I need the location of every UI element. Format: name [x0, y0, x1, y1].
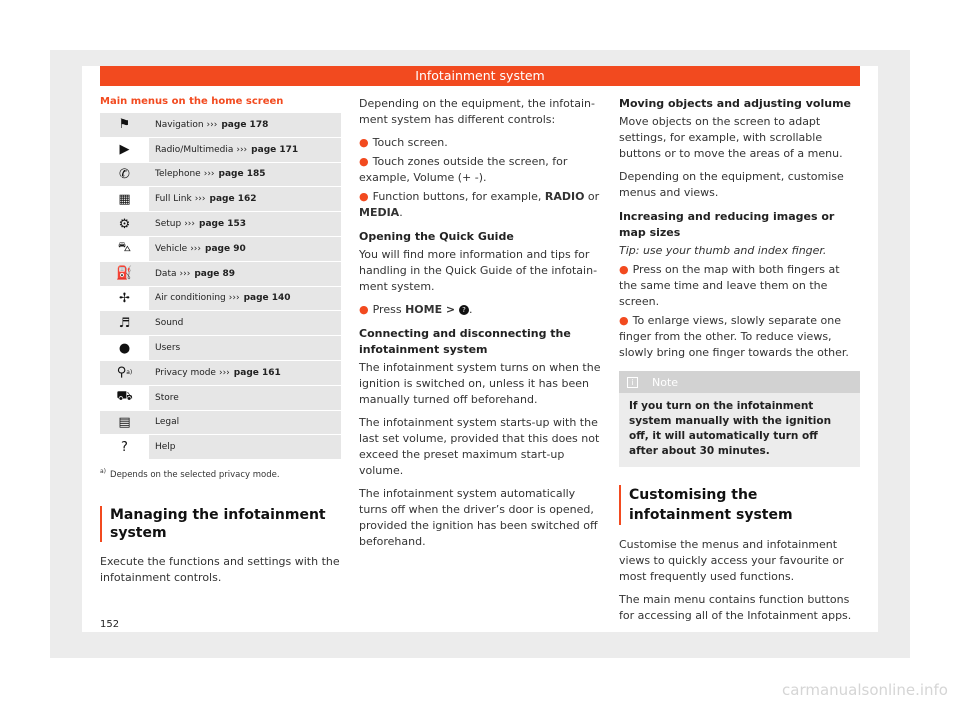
menu-row [100, 262, 341, 287]
connect-text-2: The infotainment system starts-up with the last set volume, provided that this does not exceed the preset maximum start-up volume. [359, 416, 600, 477]
managing-title: Managing the infotainment system [100, 506, 341, 542]
footnote-ref: a) [126, 369, 133, 377]
menu-label: Help [149, 435, 341, 459]
column-middle [359, 96, 601, 557]
page-reference: page 140 [243, 293, 291, 304]
menu-row [100, 212, 341, 237]
press-home-item: ● Press HOME > ? . [359, 303, 473, 316]
privacy-icon: ⚲ a) [100, 361, 149, 385]
menu-row [100, 336, 341, 361]
quick-guide-title: Opening the Quick Guide [359, 230, 514, 243]
fan-icon: ✢ [100, 287, 149, 311]
flag-icon: ⚑ [100, 113, 149, 137]
menus-title: Main menus on the home screen [100, 96, 284, 107]
page-reference: page 171 [251, 144, 299, 155]
page-reference: page 89 [194, 268, 236, 279]
bullet-item: ● To enlarge views, slowly separate one finger from the other. To reduce views, slowly bring one finger towards the other. [619, 314, 849, 359]
menu-row [100, 187, 341, 212]
help-icon: ? [100, 435, 149, 459]
page-reference: page 185 [218, 169, 266, 180]
menu-label: Users [149, 336, 341, 360]
header-bar: Infotainment system [100, 66, 860, 86]
zoom-tip: Tip: use your thumb and index finger. [619, 244, 827, 257]
connect-text-3: The infotainment system automatically turns off when the driver’s door is opened, provided the ignition has been switched off beforehand. [359, 487, 598, 548]
cart-icon: ⛟ [100, 386, 149, 410]
connect-title: Connecting and disconnecting the infotainment system [359, 327, 571, 356]
customising-text-1: Customise the menus and infotainment views to quickly access your favourite or most frequently used functions. [619, 538, 844, 583]
menu-row [100, 113, 341, 138]
footnote [100, 468, 341, 480]
phone-icon: ✆ [100, 163, 149, 187]
menu-label: Navigation ››› page 178 [149, 113, 341, 137]
full-link-icon: ▦ [100, 187, 149, 211]
car-icon: ⛍ [100, 237, 149, 261]
menu-row [100, 163, 341, 188]
menu-row [100, 361, 341, 386]
column-left [100, 96, 341, 593]
page-reference: page 161 [233, 367, 281, 378]
controls-intro: Depending on the equipment, the infotainment system has different controls: [359, 97, 595, 126]
page-reference: page 153 [199, 219, 246, 230]
note-label: Note [652, 375, 679, 389]
gear-icon: ⚙ [100, 212, 149, 236]
page-number: 152 [100, 619, 120, 630]
page-reference: page 162 [209, 194, 257, 205]
menu-row [100, 287, 341, 312]
sound-icon: ♬ [100, 311, 149, 335]
data-icon: ⛽ [100, 262, 149, 286]
page-reference: page 90 [205, 243, 246, 254]
menu-row [100, 435, 341, 460]
footnote-text: Depends on the selected privacy mode. [110, 469, 280, 480]
menu-row [100, 138, 341, 163]
note-text: If you turn on the infotainment system manually with the ignition off, it will automatically turn off after about 30 minutes. [629, 400, 832, 457]
menu-label: Full Link ››› page 162 [149, 187, 341, 211]
info-icon: i [627, 377, 638, 388]
managing-text: Execute the functions and settings with the infotainment controls. [100, 554, 340, 584]
menu-label: Air conditioning ››› page 140 [149, 287, 341, 311]
menu-label: Vehicle ››› page 90 [149, 237, 341, 261]
menu-label: Sound [149, 311, 341, 335]
watermark: carmanualsonline.info [782, 681, 948, 699]
menu-table [100, 113, 341, 460]
move-title: Moving objects and adjusting volume [619, 97, 852, 110]
customising-text-2: The main menu contains function buttons for accessing all of the Infotainment apps. [619, 593, 852, 622]
menu-label: Telephone ››› page 185 [149, 163, 341, 187]
quick-guide-text: You will find more information and tips for handling in the Quick Guide of the infotainment system. [359, 248, 598, 293]
menu-label: Data ››› page 89 [149, 262, 341, 286]
menu-label: Radio/Multimedia ››› page 171 [149, 138, 341, 162]
bullet-item: ● Touch screen. [359, 136, 448, 149]
help-icon: ? [459, 305, 469, 315]
note-box [619, 371, 860, 467]
menu-label: Legal [149, 411, 341, 435]
bullet-item: ● Press on the map with both fingers at the same time and leave them on the screen. [619, 263, 840, 308]
note-header [619, 371, 860, 393]
footnote-mark: a) [100, 468, 107, 476]
move-text: Move objects on the screen to adapt settings, for example, with scrollable buttons or to move the areas of a menu. [619, 115, 843, 160]
document-icon: ▤ [100, 411, 149, 435]
column-right [619, 96, 860, 631]
menu-label: Store [149, 386, 341, 410]
menu-row [100, 411, 341, 436]
menu-row [100, 386, 341, 411]
play-icon: ▶ [100, 138, 149, 162]
zoom-title: Increasing and reducing images or map sizes [619, 210, 835, 239]
customising-title: Customising the infotainment system [619, 485, 860, 525]
menu-label: Privacy mode ››› page 161 [149, 361, 341, 385]
connect-text-1: The infotainment system turns on when the ignition is switched on, unless it has been manually turned off beforehand. [359, 361, 601, 406]
menu-row [100, 311, 341, 336]
menu-row [100, 237, 341, 262]
menu-label: Setup ››› page 153 [149, 212, 341, 236]
bullet-item: ● Function buttons, for example, RADIO or MEDIA. [359, 190, 600, 219]
bullet-item: ● Touch zones outside the screen, for example, Volume (+ -). [359, 155, 568, 184]
page-reference: page 178 [221, 119, 269, 130]
user-icon: ● [100, 336, 149, 360]
customise-text: Depending on the equipment, customise menus and views. [619, 170, 844, 199]
